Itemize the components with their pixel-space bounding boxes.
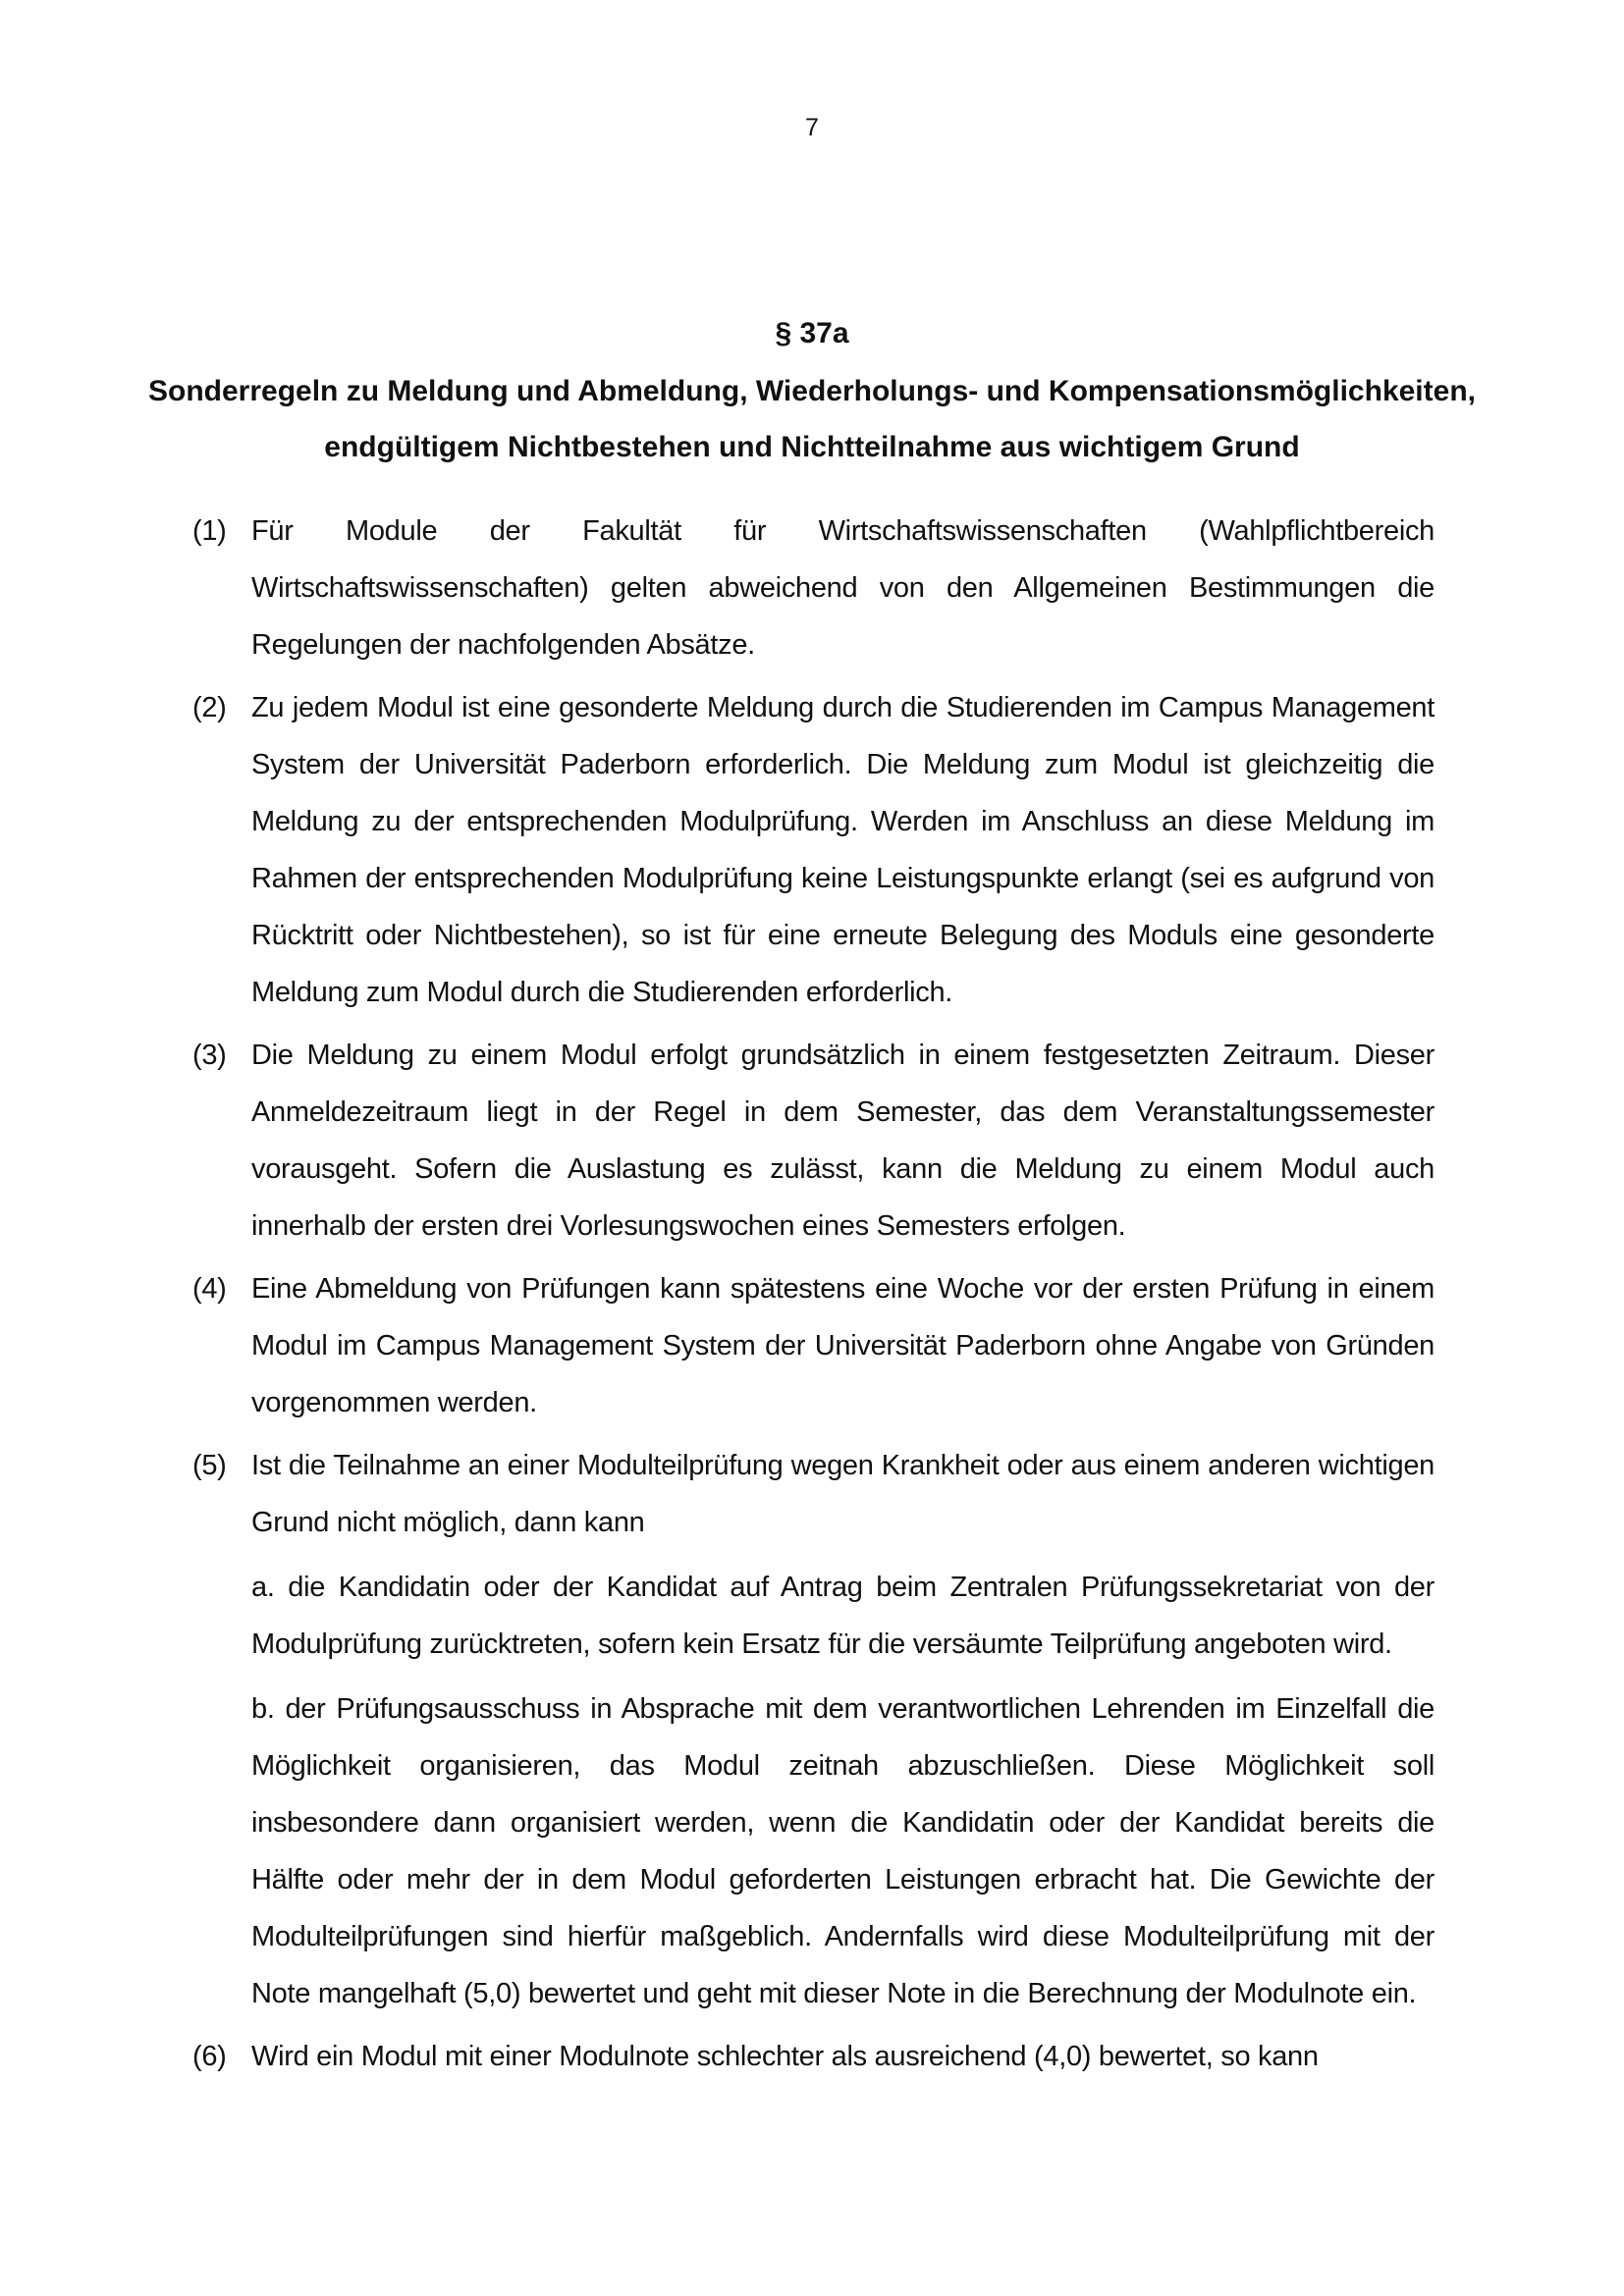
paragraph-text: Die Meldung zu einem Modul erfolgt grundsätzlich in einem festgesetzten Zeitraum. Dieser Anmeldezeitraum liegt in der Regel in dem Semester, das dem Veranstaltungssemester vorausgeht. Sofern die Auslastung es zulässt, kann die Meldung zu einem Modul auch innerhalb der ersten drei Vorlesungswochen eines Semesters erfolgen. xyxy=(251,1040,1435,1242)
section-heading-line-1: Sonderregeln zu Meldung und Abmeldung, Wiederholungs- und Kompensationsmöglichkeiten, xyxy=(148,375,1476,407)
paragraph-2 xyxy=(192,679,1435,1021)
paragraph-1 xyxy=(192,503,1435,673)
paragraph-number: (5) xyxy=(192,1450,227,1481)
paragraph-number: (2) xyxy=(192,692,227,723)
paragraph-number: (4) xyxy=(192,1273,227,1305)
paragraph-number: (3) xyxy=(192,1040,227,1071)
document-body xyxy=(192,503,1435,2091)
paragraph-5 xyxy=(192,1437,1435,2022)
paragraph-text: Für Module der Fakultät für Wirtschaftswissenschaften (Wahlpflichtbereich Wirtschaftswissenschaften) gelten abweichend von den Allgemeinen Bestimmungen die Regelungen der nachfolgenden Absätze. xyxy=(251,515,1435,661)
paragraph-4 xyxy=(192,1260,1435,1431)
paragraph-text: Ist die Teilnahme an einer Modulteilprüfung wegen Krankheit oder aus einem anderen wichtigen Grund nicht möglich, dann kann xyxy=(251,1450,1435,1538)
paragraph-6 xyxy=(192,2028,1435,2085)
section-heading-line-2: endgültigem Nichtbestehen und Nichtteilnahme aus wichtigem Grund xyxy=(324,431,1300,463)
section-title: § 37a xyxy=(775,317,849,349)
sub-item-b: b. der Prüfungsausschuss in Absprache mit dem verantwortlichen Lehrenden im Einzelfall die Möglichkeit organisieren, das Modul zeitnah abzuschließen. Diese Möglichkeit soll insbesondere dann organisiert werden, wenn die Kandidatin oder der Kandidat bereits die Hälfte oder mehr der in dem Modul geforderten Leistungen erbracht hat. Die Gewichte der Modulteilprüfungen sind hierfür maßgeblich. Andernfalls wird diese Modulteilprüfung mit der Note mangelhaft (5,0) bewertet und geht mit dieser Note in die Berechnung der Modulnote ein. xyxy=(251,1693,1435,2009)
section-heading xyxy=(147,363,1477,475)
paragraph-number: (1) xyxy=(192,515,227,547)
page-number: 7 xyxy=(805,114,819,141)
paragraph-text: Wird ein Modul mit einer Modulnote schlechter als ausreichend (4,0) bewertet, so kann xyxy=(251,2041,1319,2072)
paragraph-text: Eine Abmeldung von Prüfungen kann spätestens eine Woche vor der ersten Prüfung in einem Modul im Campus Management System der Universität Paderborn ohne Angabe von Gründen vorgenommen werden. xyxy=(251,1273,1435,1418)
paragraph-3 xyxy=(192,1027,1435,1255)
paragraph-text: Zu jedem Modul ist eine gesonderte Meldung durch die Studierenden im Campus Management System der Universität Paderborn erforderlich. Die Meldung zum Modul ist gleichzeitig die Meldung zu der entsprechenden Modulprüfung. Werden im Anschluss an diese Meldung im Rahmen der entsprechenden Modulprüfung keine Leistungspunkte erlangt (sei es aufgrund von Rücktritt oder Nichtbestehen), so ist für eine erneute Belegung des Moduls eine gesonderte Meldung zum Modul durch die Studierenden erforderlich. xyxy=(251,692,1435,1008)
paragraph-number: (6) xyxy=(192,2041,227,2072)
sub-item-a: a. die Kandidatin oder der Kandidat auf Antrag beim Zentralen Prüfungssekretariat von der Modulprüfung zurücktreten, sofern kein Ersatz für die versäumte Teilprüfung angeboten wird. xyxy=(251,1572,1435,1660)
